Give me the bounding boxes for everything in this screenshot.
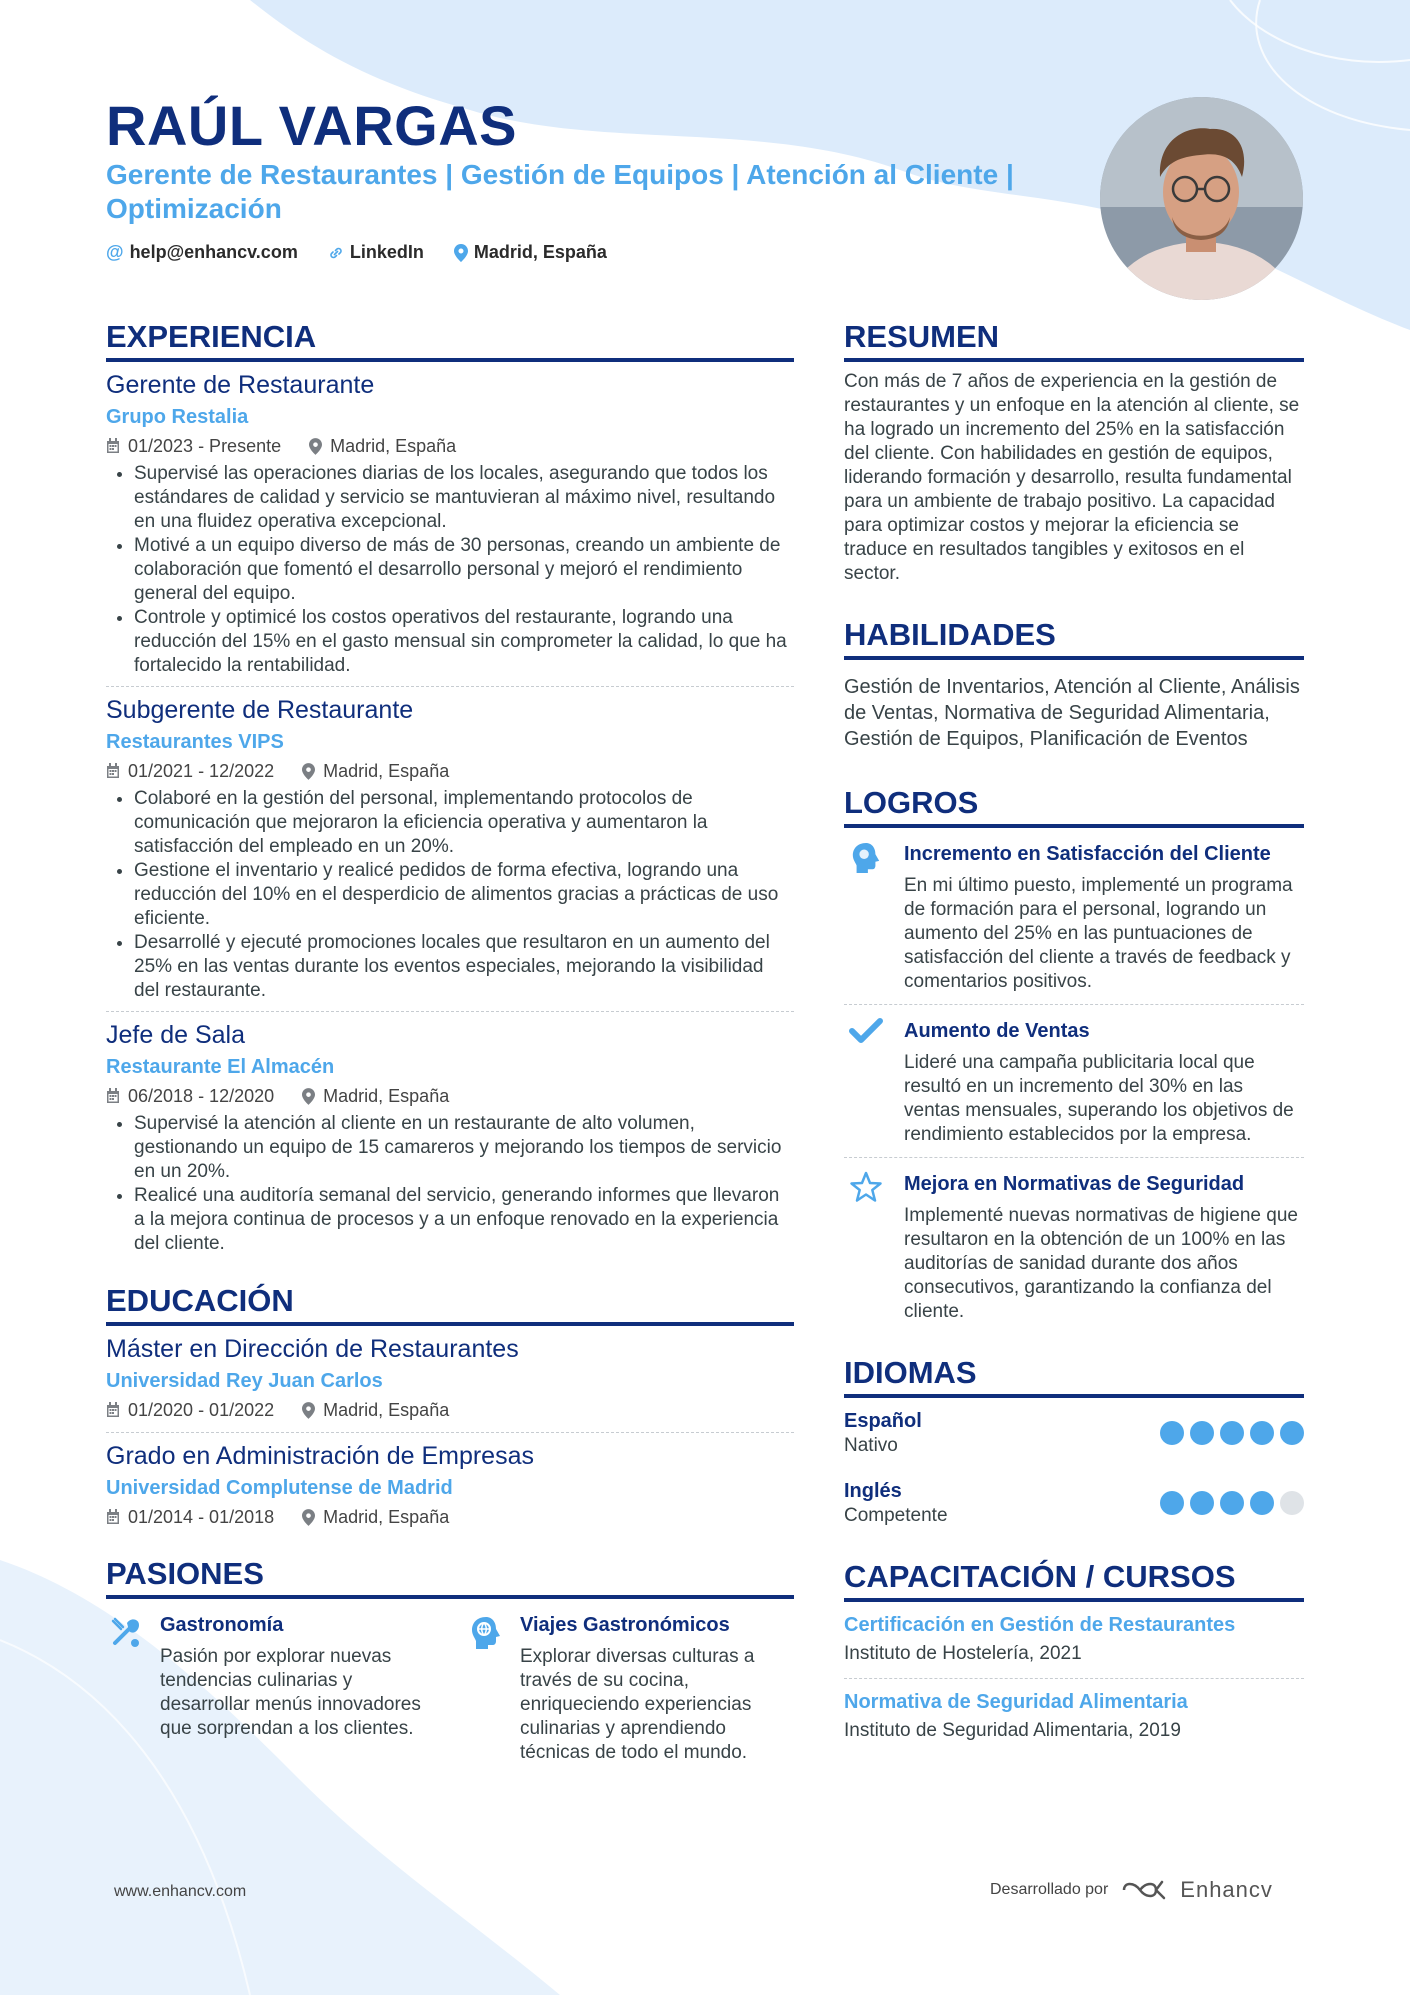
summary-text: Con más de 7 años de experiencia en la gestión de restaurantes y un enfoque en la atención al cliente, se ha logrado un incremento del 25% en la satisfacción del cliente. Con habilidades en gestión de equipos, liderando formación y desarrollo, resulta fundamental para un ambiente de trabajo positivo. La capacidad para optimizar costos y mejorar la eficiencia se traduce en resultados tangibles y exitosos en el sector. <box>844 371 1300 584</box>
job-title: Subgerente de Restaurante <box>106 696 414 724</box>
footer-website[interactable]: www.enhancv.com <box>114 1883 247 1900</box>
achievement-description: Lideré una campaña publicitaria local que resultó en un incremento del 30% en las ventas mensuales, superando los objetivos de rendimiento establecidos por la empresa. <box>904 1052 1294 1145</box>
job-location: Madrid, España <box>323 1086 450 1106</box>
left-column <box>106 318 794 1765</box>
company-name: Restaurante El Almacén <box>106 1056 335 1078</box>
language-level: Competente <box>844 1505 948 1526</box>
course-item <box>844 1602 1304 1679</box>
job-bullets <box>106 462 794 678</box>
head-icon <box>844 840 888 994</box>
degree-title: Grado en Administración de Empresas <box>106 1442 534 1470</box>
school-name: Universidad Rey Juan Carlos <box>106 1370 383 1392</box>
experience-item <box>106 687 794 1012</box>
passions-title: PASIONES <box>106 1555 794 1599</box>
education-item <box>106 1326 794 1433</box>
courses-title: CAPACITACIÓN / CURSOS <box>844 1558 1304 1602</box>
language-item <box>844 1468 1304 1538</box>
education-location: Madrid, España <box>323 1400 450 1420</box>
job-bullets <box>106 1112 794 1256</box>
rating-dot-filled <box>1190 1491 1214 1515</box>
languages-title: IDIOMAS <box>844 1354 1304 1398</box>
achievement-description: Implementé nuevas normativas de higiene que resultaron en la obtención de un 100% en las auditorías de sanidad durante dos años consecutivos, garantizando la confianza del cliente. <box>904 1205 1298 1322</box>
language-name: Inglés <box>844 1480 902 1502</box>
location-pin-icon <box>302 1402 315 1419</box>
passion-description: Explorar diversas culturas a través de su cocina, enriqueciendo experiencias culinarias y aprendiendo técnicas de todo el mundo. <box>520 1646 755 1763</box>
contact-email[interactable] <box>106 242 298 263</box>
summary-title: RESUMEN <box>844 318 1304 362</box>
passion-item <box>466 1611 786 1765</box>
rating-dot-filled <box>1250 1491 1274 1515</box>
language-item <box>844 1398 1304 1468</box>
achievement-title: Incremento en Satisfacción del Cliente <box>904 843 1271 865</box>
star-icon <box>844 1170 888 1324</box>
location-pin-icon <box>302 1088 315 1105</box>
job-title: Gerente de Restaurante <box>106 371 375 399</box>
calendar-icon <box>106 1402 120 1418</box>
language-level: Nativo <box>844 1435 898 1456</box>
course-institution: Instituto de Seguridad Alimentaria, 2019 <box>844 1720 1181 1741</box>
education-dates: 01/2014 - 01/2018 <box>128 1507 275 1527</box>
course-institution: Instituto de Hostelería, 2021 <box>844 1643 1082 1664</box>
school-name: Universidad Complutense de Madrid <box>106 1477 453 1499</box>
brand-name: Enhancv <box>1180 1877 1273 1902</box>
checkmark-icon <box>844 1017 888 1147</box>
job-title: Jefe de Sala <box>106 1021 245 1049</box>
job-location: Madrid, España <box>323 761 450 781</box>
education-meta <box>106 1396 794 1424</box>
education-dates: 01/2020 - 01/2022 <box>128 1400 275 1420</box>
achievement-item <box>844 828 1304 1005</box>
contact-linkedin[interactable] <box>328 242 424 263</box>
achievement-title: Aumento de Ventas <box>904 1020 1090 1042</box>
education-title: EDUCACIÓN <box>106 1282 794 1326</box>
profile-photo <box>1100 97 1303 300</box>
calendar-icon <box>106 1509 120 1525</box>
company-name: Restaurantes VIPS <box>106 731 284 753</box>
rating-dot-filled <box>1190 1421 1214 1445</box>
enhancv-logo-icon <box>1120 1878 1168 1902</box>
language-rating <box>1160 1421 1304 1445</box>
chef-tools-icon <box>106 1611 146 1765</box>
bullet: • Supervisé la atención al cliente en un restaurante de alto volumen, gestionando un equipo de 15 camareros y mejorando los tiempos de servicio en un 20%. <box>134 1112 794 1184</box>
job-bullets <box>106 787 794 1003</box>
education-location: Madrid, España <box>323 1507 450 1527</box>
job-meta <box>106 432 794 460</box>
contact-bar <box>106 242 607 263</box>
course-item <box>844 1679 1304 1755</box>
at-icon: @ <box>106 242 124 262</box>
headline: Gerente de Restaurantes | Gestión de Equipos | Atención al Cliente | Optimización <box>106 159 1014 224</box>
experience-title: EXPERIENCIA <box>106 318 794 362</box>
right-column <box>844 318 1304 1755</box>
link-icon <box>328 245 344 261</box>
bullet: • Supervisé las operaciones diarias de los locales, asegurando que todos los estándares de calidad y servicio se mantuvieran al máximo nivel, resultando en una fluidez operativa excepcional. <box>134 462 794 534</box>
passion-title: Gastronomía <box>160 1614 284 1636</box>
degree-title: Máster en Dirección de Restaurantes <box>106 1335 519 1363</box>
bullet: • Colaboré en la gestión del personal, implementando protocolos de comunicación que mejoraron la eficiencia operativa y aumentaron la satisfacción del empleado en un 20%. <box>134 787 794 859</box>
location-pin-icon <box>302 763 315 780</box>
experience-item <box>106 362 794 687</box>
bullet: • Desarrollé y ejecuté promociones locales que resultaron en un aumento del 25% en las ventas durante los eventos especiales, mejorando la visibilidad del restaurante. <box>134 931 794 1003</box>
education-item <box>106 1433 794 1539</box>
achievement-item <box>844 1158 1304 1334</box>
achievements-title: LOGROS <box>844 784 1304 828</box>
education-meta <box>106 1503 794 1531</box>
bullet: • Realicé una auditoría semanal del servicio, generando informes que llevaron a la mejora continua de procesos y a un enfoque renovado en la experiencia del cliente. <box>134 1184 794 1256</box>
calendar-icon <box>106 1088 120 1104</box>
rating-dot-filled <box>1160 1491 1184 1515</box>
language-name: Español <box>844 1410 922 1432</box>
contact-location <box>454 242 607 263</box>
passion-title: Viajes Gastronómicos <box>520 1614 730 1636</box>
achievement-item <box>844 1005 1304 1158</box>
achievement-description: En mi último puesto, implementé un programa de formación para el personal, logrando un aumento del 25% en las puntuaciones de satisfacción del cliente a través de feedback y comentarios positivos. <box>904 875 1293 992</box>
rating-dot-filled <box>1280 1421 1304 1445</box>
skills-title: HABILIDADES <box>844 616 1304 660</box>
passions-list <box>106 1611 794 1765</box>
powered-by-label: Desarrollado por <box>990 1881 1109 1898</box>
footer-branding[interactable] <box>990 1877 1273 1903</box>
rating-dot-filled <box>1250 1421 1274 1445</box>
job-dates: 01/2023 - Presente <box>128 436 282 456</box>
achievement-title: Mejora en Normativas de Seguridad <box>904 1173 1245 1195</box>
job-dates: 06/2018 - 12/2020 <box>128 1086 275 1106</box>
experience-item <box>106 1012 794 1264</box>
location-pin-icon <box>302 1509 315 1526</box>
company-name: Grupo Restalia <box>106 406 249 428</box>
rating-dot-filled <box>1220 1421 1244 1445</box>
passion-description: Pasión por explorar nuevas tendencias culinarias y desarrollar menús innovadores que sorprendan a los clientes. <box>160 1646 421 1739</box>
head-globe-icon <box>466 1611 506 1765</box>
skills-text: Gestión de Inventarios, Atención al Cliente, Análisis de Ventas, Normativa de Seguridad Alimentaria, Gestión de Equipos, Planificación de Eventos <box>844 676 1300 750</box>
calendar-icon <box>106 438 120 454</box>
candidate-name: RAÚL VARGAS <box>106 94 518 157</box>
course-title: Certificación en Gestión de Restaurantes <box>844 1614 1236 1636</box>
rating-dot-filled <box>1220 1491 1244 1515</box>
rating-dot-empty <box>1280 1491 1304 1515</box>
job-dates: 01/2021 - 12/2022 <box>128 761 275 781</box>
contact-email-label: help@enhancv.com <box>129 242 298 262</box>
passion-item <box>106 1611 426 1765</box>
contact-location-label: Madrid, España <box>473 242 607 262</box>
job-location: Madrid, España <box>330 436 457 456</box>
job-meta <box>106 1082 794 1110</box>
contact-linkedin-label: LinkedIn <box>349 242 424 262</box>
job-meta <box>106 757 794 785</box>
calendar-icon <box>106 763 120 779</box>
bullet: • Gestione el inventario y realicé pedidos de forma efectiva, logrando una reducción del 10% en el desperdicio de alimentos gracias a prácticas de uso eficiente. <box>134 859 794 931</box>
location-pin-icon <box>454 244 468 262</box>
location-pin-icon <box>309 438 322 455</box>
bullet: • Motivé a un equipo diverso de más de 30 personas, creando un ambiente de colaboración que fomentó el desarrollo personal y mejoró el rendimiento general del equipo. <box>134 534 794 606</box>
bullet: • Controle y optimicé los costos operativos del restaurante, logrando una reducción del 15% en el gasto mensual sin comprometer la calidad, lo que ha fortalecido la rentabilidad. <box>134 606 794 678</box>
language-rating <box>1160 1491 1304 1515</box>
rating-dot-filled <box>1160 1421 1184 1445</box>
course-title: Normativa de Seguridad Alimentaria <box>844 1691 1188 1713</box>
